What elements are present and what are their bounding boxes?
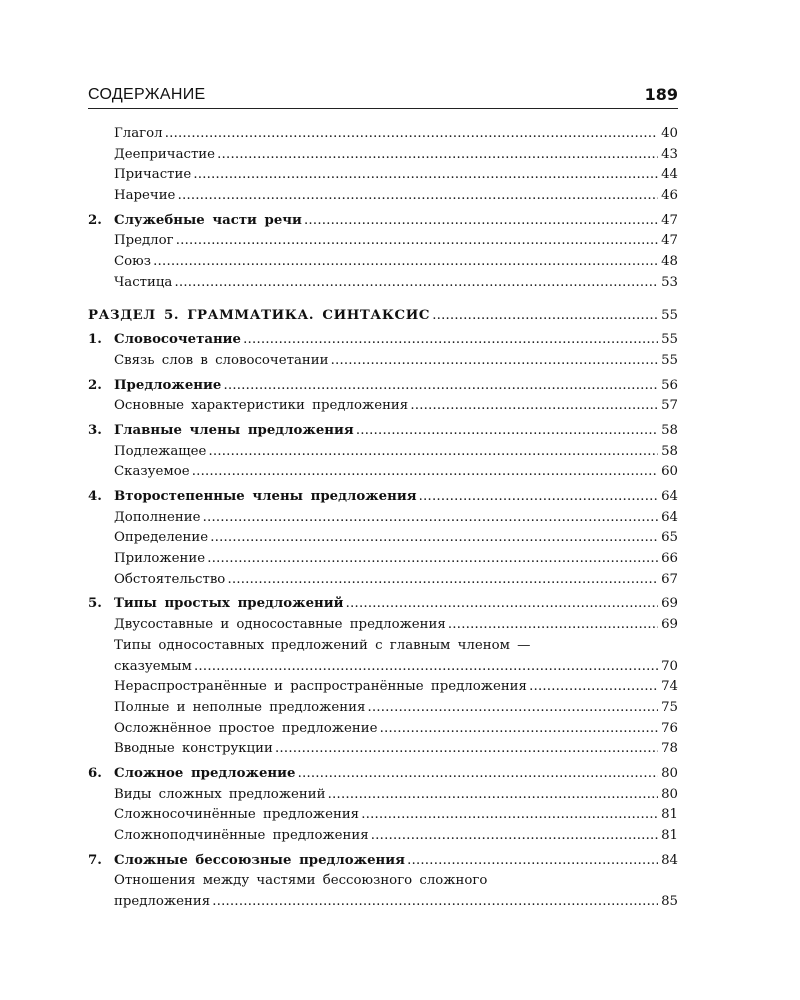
dot-leader — [410, 396, 658, 417]
toc-chapter — [88, 851, 678, 872]
toc-entry-text: Служебные части речи — [114, 212, 302, 228]
toc-chapter-number: 4. — [88, 489, 102, 504]
toc-page-number: 85 — [661, 894, 678, 910]
dot-leader — [407, 851, 658, 872]
dot-leader — [432, 306, 658, 327]
toc-entry — [88, 739, 678, 760]
toc-chapter — [88, 330, 678, 351]
dot-leader — [275, 739, 658, 760]
toc-entry-text: Нераспространённые и распространённые предложения — [114, 679, 527, 695]
dot-leader — [371, 826, 658, 847]
toc-page-number: 78 — [661, 741, 678, 757]
toc-entry-text: Частица — [114, 274, 173, 290]
table-of-contents — [88, 124, 678, 913]
toc-chapter — [88, 764, 678, 785]
toc-chapter — [88, 211, 678, 232]
dot-leader — [207, 549, 658, 570]
toc-page-number: 44 — [661, 167, 678, 183]
dot-leader — [330, 351, 658, 372]
toc-entry — [88, 805, 678, 826]
indent — [88, 636, 114, 657]
toc-page-number: 47 — [661, 212, 678, 228]
header-page-number: 189 — [644, 85, 678, 104]
toc-page-number: 75 — [661, 699, 678, 715]
dot-leader — [174, 273, 658, 294]
toc-entry-text: Глагол — [114, 126, 163, 141]
toc-page-number: 80 — [661, 765, 678, 781]
toc-entry — [88, 657, 678, 678]
toc-page-number: 58 — [661, 443, 678, 459]
header-title: СОДЕРЖАНИЕ — [88, 86, 206, 103]
toc-page-number: 80 — [661, 786, 678, 802]
toc-chapter — [88, 376, 678, 397]
toc-entry-text: Словосочетание — [114, 332, 242, 348]
dot-leader — [346, 594, 658, 615]
toc-page-number: 64 — [661, 509, 678, 525]
toc-entry-text: Сложносочинённые предложения — [114, 807, 360, 823]
indent — [88, 871, 114, 892]
toc-entry-text: Сложные бессоюзные предложения — [114, 852, 405, 868]
toc-chapter — [88, 487, 678, 508]
dot-leader — [165, 124, 658, 145]
toc-page-number: 53 — [661, 274, 678, 290]
toc-entry — [88, 785, 678, 806]
toc-page-number: 81 — [661, 807, 678, 823]
toc-page-number: 66 — [661, 551, 678, 567]
toc-page-number: 47 — [661, 233, 678, 249]
dot-leader — [227, 570, 658, 591]
toc-entry-text: Сказуемое — [114, 464, 190, 480]
toc-page-number: 84 — [661, 852, 678, 868]
toc-entry-text: Основные характеристики предложения — [114, 398, 409, 414]
dot-leader — [217, 145, 658, 166]
dot-leader — [223, 376, 658, 397]
toc-entry-continued — [88, 871, 678, 892]
toc-entry — [88, 273, 678, 294]
toc-chapter — [88, 421, 678, 442]
toc-entry — [88, 124, 678, 145]
toc-entry — [88, 442, 678, 463]
toc-entry — [88, 826, 678, 847]
toc-entry — [88, 719, 678, 740]
toc-page-number: 57 — [661, 398, 678, 414]
toc-chapter-number: 1. — [88, 332, 102, 348]
toc-page-number: 43 — [661, 146, 678, 162]
toc-page-number: 69 — [661, 617, 678, 633]
toc-entry-text: Наречие — [114, 188, 176, 204]
toc-entry-text: Приложение — [114, 551, 206, 567]
toc-chapter-number: 6. — [88, 765, 102, 781]
dot-leader — [297, 764, 658, 785]
toc-entry — [88, 145, 678, 166]
toc-entry-text: сказуемым — [114, 658, 192, 674]
toc-page-number: 65 — [661, 530, 678, 546]
toc-entry — [88, 508, 678, 529]
toc-entry-text: Сложное предложение — [114, 765, 296, 781]
toc-page-number: 70 — [661, 658, 678, 674]
toc-entry — [88, 698, 678, 719]
toc-page-number: 40 — [661, 126, 678, 141]
dot-leader — [529, 677, 658, 698]
toc-entry-text: РАЗДЕЛ 5. ГРАММАТИКА. СИНТАКСИС — [88, 307, 431, 323]
toc-page-number: 58 — [661, 422, 678, 438]
toc-entry — [88, 165, 678, 186]
dot-leader — [202, 508, 658, 529]
toc-page-number: 76 — [661, 720, 678, 736]
toc-entry — [88, 462, 678, 483]
toc-entry-text: Сложноподчинённые предложения — [114, 828, 369, 843]
dot-leader — [356, 421, 658, 442]
dot-leader — [328, 785, 658, 806]
toc-chapter-number: 3. — [88, 422, 102, 438]
toc-chapter-number: 2. — [88, 377, 102, 393]
dot-leader — [361, 805, 658, 826]
dot-leader — [208, 442, 658, 463]
dot-leader — [192, 462, 658, 483]
toc-page-number: 81 — [661, 828, 678, 843]
toc-entry-text: предложения — [114, 894, 211, 910]
toc-chapter-number: 2. — [88, 212, 102, 228]
toc-entry — [88, 677, 678, 698]
toc-page-number: 55 — [661, 332, 678, 348]
dot-leader — [448, 615, 658, 636]
toc-entry-text: Подлежащее — [114, 443, 207, 459]
toc-entry — [88, 396, 678, 417]
dot-leader — [210, 528, 658, 549]
toc-page-number: 56 — [661, 377, 678, 393]
toc-page-number: 74 — [661, 679, 678, 695]
toc-entry-text: Дополнение — [114, 509, 201, 525]
toc-entry-text: Виды сложных предложений — [114, 786, 326, 802]
toc-page-number: 55 — [661, 352, 678, 368]
toc-chapter-number: 7. — [88, 852, 102, 868]
toc-page-number: 60 — [661, 464, 678, 480]
dot-leader — [367, 698, 658, 719]
dot-leader — [243, 330, 658, 351]
toc-entry — [88, 615, 678, 636]
toc-page-number: 69 — [661, 596, 678, 612]
toc-entry-text: Союз — [114, 254, 152, 270]
toc-section — [88, 306, 678, 327]
toc-entry-text: Двусоставные и односоставные предложения — [114, 617, 446, 633]
toc-entry-text: Второстепенные члены предложения — [114, 489, 417, 504]
toc-page-number: 64 — [661, 489, 678, 504]
toc-entry-text: Предлог — [114, 233, 174, 249]
dot-leader — [153, 252, 658, 273]
toc-entry-text: Связь слов в словосочетании — [114, 352, 329, 368]
toc-entry — [88, 892, 678, 913]
toc-entry-text: Деепричастие — [114, 146, 216, 162]
toc-entry — [88, 351, 678, 372]
toc-entry — [88, 231, 678, 252]
toc-entry-text: Причастие — [114, 167, 192, 183]
toc-entry — [88, 570, 678, 591]
toc-page-number: 46 — [661, 188, 678, 204]
toc-entry-text: Полные и неполные предложения — [114, 699, 366, 715]
toc-entry — [88, 186, 678, 207]
toc-entry-text: Типы простых предложений — [114, 596, 344, 612]
toc-entry-text: Обстоятельство — [114, 571, 226, 587]
dot-leader — [194, 657, 658, 678]
toc-entry-text: Отношения между частями бессоюзного сложного — [114, 873, 488, 889]
toc-page-number: 48 — [661, 254, 678, 270]
toc-page-number: 67 — [661, 571, 678, 587]
dot-leader — [193, 165, 658, 186]
dot-leader — [212, 892, 658, 913]
toc-entry — [88, 252, 678, 273]
toc-entry-text: Осложнённое простое предложение — [114, 720, 378, 736]
toc-entry-text: Определение — [114, 530, 209, 546]
toc-page-number: 55 — [661, 307, 678, 323]
dot-leader — [379, 719, 658, 740]
toc-entry-continued — [88, 636, 678, 657]
dot-leader — [176, 231, 658, 252]
toc-chapter — [88, 594, 678, 615]
dot-leader — [177, 186, 658, 207]
toc-entry — [88, 528, 678, 549]
toc-entry-text: Типы односоставных предложений с главным членом — — [114, 637, 531, 653]
toc-chapter-number: 5. — [88, 596, 102, 612]
running-header — [88, 86, 678, 109]
toc-entry-text: Главные члены предложения — [114, 422, 354, 438]
spacer — [88, 294, 678, 306]
dot-leader — [304, 211, 658, 232]
toc-entry-text: Вводные конструкции — [114, 741, 273, 757]
toc-entry — [88, 549, 678, 570]
dot-leader — [419, 487, 658, 508]
toc-entry-text: Предложение — [114, 377, 222, 393]
